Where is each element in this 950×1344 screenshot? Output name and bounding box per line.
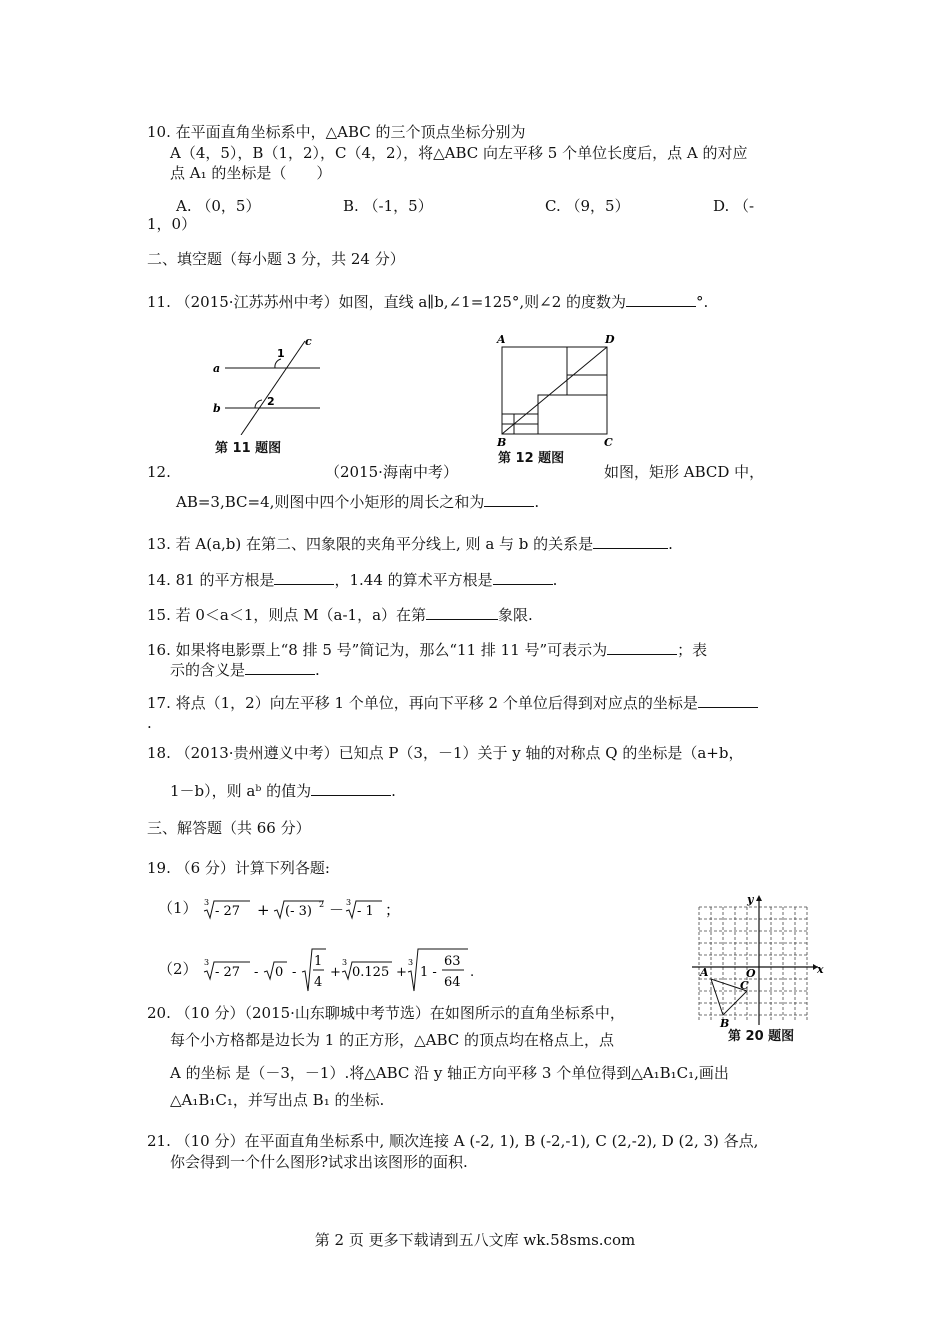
q10-line3: 点 A₁ 的坐标是（ ） xyxy=(170,164,332,182)
q14-text: 14. 81 的平方根是 ，1.44 的算术平方根是 . xyxy=(147,571,558,589)
fig20-x-label: x xyxy=(817,963,824,976)
svg-text:64: 64 xyxy=(444,975,461,990)
svg-text:+: + xyxy=(396,965,408,980)
page-footer: 第 2 页 更多下载请到五八文库 wk.58sms.com xyxy=(314,1231,636,1249)
q20-line3: A 的坐标 是（－3，－1）.将△ABC 沿 y 轴正方向平移 3 个单位得到△A₁B₁C₁,画出 xyxy=(170,1064,729,1082)
q20-line1: 20. （10 分）（2015·山东聊城中考节选）在如图所示的直角坐标系中， xyxy=(147,1004,625,1022)
q12-number: 12. xyxy=(147,463,171,481)
svg-text:.: . xyxy=(470,965,475,980)
q18-line2: 1－b），则 aᵇ 的值为 . xyxy=(170,782,396,800)
svg-text:0: 0 xyxy=(275,965,284,980)
q17-text: 17. 将点（1，2）向左平移 1 个单位，再向下平移 2 个单位后得到对应点的坐标是 xyxy=(147,693,758,713)
fig12-label-d: D xyxy=(605,333,615,346)
q12-line2: AB=3,BC=4,则图中四个小矩形的周长之和为 . xyxy=(176,493,540,511)
q10-option-c: C. （9，5） xyxy=(545,197,630,215)
figure-12-rectangle xyxy=(494,332,619,447)
svg-text:- 27: - 27 xyxy=(215,965,241,980)
svg-text:3: 3 xyxy=(342,958,348,967)
fig12-label-a: A xyxy=(497,333,506,346)
q18-line1: 18. （2013·贵州遵义中考）已知点 P（3，－1）关于 y 轴的对称点 Q 的坐标是（a+b， xyxy=(147,744,744,762)
svg-text:3: 3 xyxy=(346,898,352,907)
figure-11-caption: 第 11 题图 xyxy=(215,441,282,456)
svg-text:；: ； xyxy=(385,901,401,919)
fig20-origin-label: O xyxy=(746,967,756,980)
section-3-heading: 三、解答题（共 66 分） xyxy=(147,819,311,837)
fig20-vertex-b: B xyxy=(720,1017,730,1028)
q16-line1: 16. 如果将电影票上“8 排 5 号”简记为，那么“11 排 11 号”可表示为 ；表 xyxy=(147,641,708,659)
q10-line2: A（4，5），B（1，2），C（4，2），将△ABC 向左平移 5 个单位长度后，点 A 的对应 xyxy=(170,144,748,162)
q15-text: 15. 若 0＜a＜1，则点 M（a-1，a）在第 象限. xyxy=(147,606,533,624)
section-2-heading: 二、填空题（每小题 3 分，共 24 分） xyxy=(147,250,405,268)
svg-text:－: － xyxy=(329,901,345,919)
svg-text:+: + xyxy=(330,965,342,980)
fig12-label-c: C xyxy=(604,436,613,447)
fig11-angle-1: 1 xyxy=(277,347,285,360)
fig11-angle-2: 2 xyxy=(267,395,275,408)
q16-line2: 示的含义是 . xyxy=(170,661,320,679)
q19-expression-2 xyxy=(202,947,522,993)
q21-line2: 你会得到一个什么图形?试求出该图形的面积. xyxy=(170,1153,468,1171)
fig11-label-b: b xyxy=(213,402,221,415)
q20-line2: 每个小方格都是边长为 1 的正方形，△ABC 的顶点均在格点上，点 xyxy=(170,1031,614,1049)
q19-expression-1 xyxy=(202,896,442,922)
q13-text: 13. 若 A(a,b) 在第二、四象限的夹角平分线上, 则 a 与 b 的关系是 . xyxy=(147,535,673,553)
q12-source: （2015·海南中考） xyxy=(325,463,458,481)
figure-11-parallel-lines xyxy=(205,335,335,435)
svg-text:63: 63 xyxy=(444,954,461,969)
svg-text:1 -: 1 - xyxy=(420,965,438,980)
svg-text:2: 2 xyxy=(319,900,325,909)
q10-option-b: B. （-1，5） xyxy=(343,197,433,215)
svg-text:1: 1 xyxy=(314,954,323,969)
svg-text:3: 3 xyxy=(204,898,210,907)
q11-text: 11. （2015·江苏苏州中考）如图，直线 a∥b,∠1=125°,则∠2 的度数为 °. xyxy=(147,293,709,311)
q19-title: 19. （6 分）计算下列各题: xyxy=(147,859,330,877)
fig20-y-label: y xyxy=(747,893,754,906)
svg-text:0.125: 0.125 xyxy=(352,965,390,980)
svg-text:+: + xyxy=(257,901,270,919)
fig20-vertex-a: A xyxy=(700,966,709,979)
svg-text:(- 3): (- 3) xyxy=(285,904,313,919)
svg-text:- 1: - 1 xyxy=(357,904,375,919)
figure-12-caption: 第 12 题图 xyxy=(498,451,565,466)
svg-text:3: 3 xyxy=(408,958,414,967)
svg-text:-: - xyxy=(254,965,259,980)
svg-text:-: - xyxy=(292,965,297,980)
q10-option-d-cont: 1，0） xyxy=(147,215,197,233)
q10-line1: 10. 在平面直角坐标系中，△ABC 的三个顶点坐标分别为 xyxy=(147,123,526,141)
fig11-label-a: a xyxy=(213,362,221,375)
q19-part1: （1） 3 - 27 + (- 3) 2 － 3 - 1 ； xyxy=(158,896,442,922)
fig12-label-b: B xyxy=(497,436,507,447)
q10-option-d: D. （- xyxy=(713,197,755,215)
svg-text:4: 4 xyxy=(314,975,323,990)
q21-line1: 21. （10 分）在平面直角坐标系中, 顺次连接 A (-2, 1), B (-2,-1), C (2,-2), D (2, 3) 各点, xyxy=(147,1132,759,1150)
q10-option-a: A. （0，5） xyxy=(176,197,261,215)
figure-20-coordinate-grid xyxy=(690,893,825,1028)
figure-20-caption: 第 20 题图 xyxy=(728,1029,795,1044)
q20-line4: △A₁B₁C₁，并写出点 B₁ 的坐标. xyxy=(170,1091,385,1109)
fig11-label-c: c xyxy=(305,335,312,348)
q19-part2: （2） 3 - 27 - 0 - 1 4 + 3 0.125 + 3 1 - 63 64 . xyxy=(158,947,522,993)
svg-text:3: 3 xyxy=(204,958,210,967)
q17-end: . xyxy=(147,714,152,732)
q12-text-tail: 如图，矩形 ABCD 中， xyxy=(604,463,765,481)
svg-text:- 27: - 27 xyxy=(215,904,241,919)
fig20-vertex-c: C xyxy=(740,979,749,992)
